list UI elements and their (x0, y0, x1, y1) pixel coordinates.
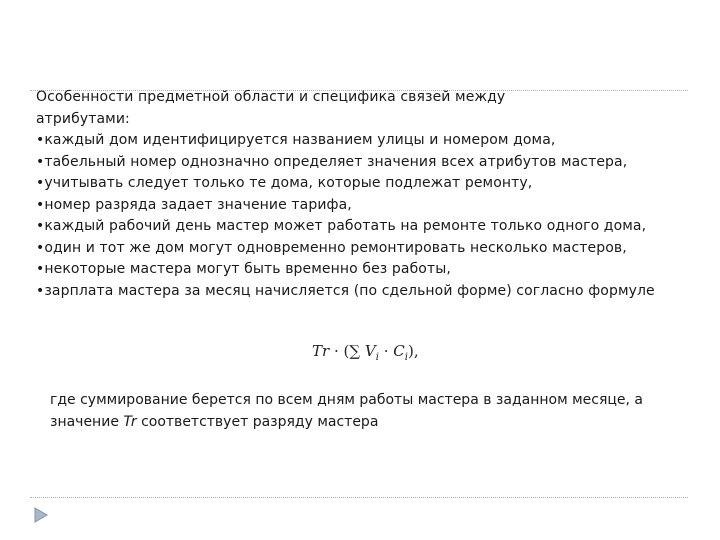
bullet-item (36, 195, 696, 217)
bullet-item (36, 259, 696, 281)
bullet-marker: • (36, 218, 45, 234)
bullet-text: некоторые мастера могут быть временно без работы, (44, 261, 451, 277)
bullet-item (36, 130, 696, 152)
bullet-item (36, 238, 636, 260)
bullet-marker: • (36, 261, 45, 277)
bullet-text: номер разряда задает значение тарифа, (44, 196, 352, 213)
bullet-marker: • (36, 175, 45, 191)
slide-heading: Особенности предметной области и специфика связей между атрибутами: (36, 89, 506, 127)
explanation-part2: соответствует разряду мастера (141, 413, 379, 430)
bullet-text: один и тот же дом могут одновременно ремонтировать несколько мастеров, (44, 239, 627, 256)
triangle-right-icon[interactable] (34, 507, 48, 523)
formula-dot: · (333, 342, 339, 360)
formula-v-subscript: i (375, 352, 379, 363)
bullet-text: каждый дом идентифицируется названием улицы и номером дома, (44, 132, 556, 148)
formula-tr: Tr (312, 342, 330, 360)
explanation-part1: где суммирование берется по всем дням работы мастера в заданном месяце, а значение (50, 392, 644, 430)
bullet-marker: • (36, 282, 45, 299)
bullet-marker: • (36, 196, 45, 213)
bullet-text: зарплата мастера за месяц начисляется (по сдельной форме) согласно формуле (44, 282, 655, 299)
bullet-item (36, 216, 696, 238)
formula-c-subscript: i (404, 352, 408, 363)
bullet-item (36, 281, 696, 303)
formula-explanation (50, 390, 700, 433)
bullet-marker: • (36, 132, 45, 148)
bottom-divider (30, 497, 688, 498)
salary-formula (312, 342, 419, 363)
formula-open-paren: ( (343, 342, 350, 360)
formula-c: C (393, 342, 405, 360)
bullet-item (36, 152, 696, 174)
formula-dot-2: · (383, 342, 389, 360)
slide-body (36, 87, 696, 302)
formula-v: V (364, 342, 376, 360)
formula-sum-sign: ∑ (349, 342, 361, 360)
formula-close-paren: ), (407, 342, 419, 360)
bullet-marker: • (36, 153, 45, 170)
bullet-text: учитывать следует только те дома, которые подлежат ремонту, (44, 175, 533, 191)
bullet-marker: • (36, 239, 45, 256)
bullet-item (36, 173, 696, 195)
bullet-list (36, 130, 696, 302)
bullet-text: табельный номер однозначно определяет значения всех атрибутов мастера, (44, 153, 628, 170)
bullet-text: каждый рабочий день мастер может работать на ремонте только одного дома, (44, 218, 647, 234)
explanation-tr: Tr (123, 413, 137, 430)
